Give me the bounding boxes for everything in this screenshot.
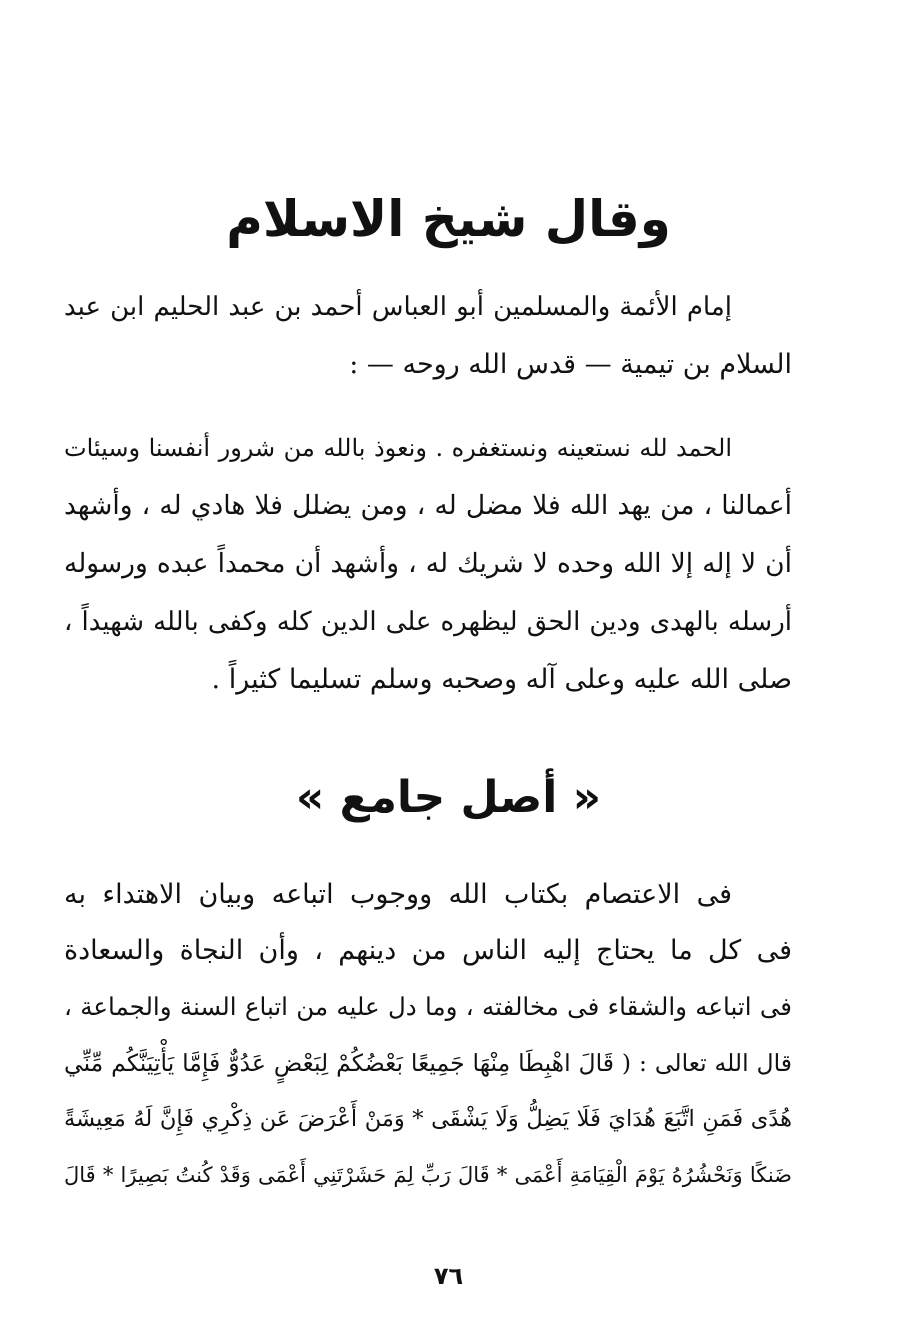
paragraph-line: فى كل ما يحتاج إليه الناس من دينهم ، وأن النجاة والسعادة [64, 935, 792, 966]
section-title: « أصل جامع » [295, 772, 602, 823]
intro-paragraph [64, 292, 792, 408]
quran-verse-line: قال الله تعالى : ( قَالَ اهْبِطَا مِنْهَا جَمِيعًا بَعْضُكُمْ لِبَعْضٍ عَدُوٌّ فَإِمَّا يَأْتِيَنَّكُم مِّنِّي [64, 1049, 792, 1077]
paragraph-line: أن لا إله إلا الله وحده لا شريك له ، وأشهد أن محمداً عبده ورسوله [64, 548, 792, 579]
paragraph-line: فى اتباعه والشقاء فى مخالفته ، وما دل عليه من اتباع السنة والجماعة ، [64, 992, 792, 1021]
page-title: وقال شيخ الاسلام [226, 190, 671, 248]
opening-paragraph [64, 433, 792, 723]
quran-verse-line: هُدًى فَمَنِ اتَّبَعَ هُدَايَ فَلَا يَضِلُّ وَلَا يَشْقَى * وَمَنْ أَعْرَضَ عَن ذِكْرِي فَإِنَّ لَهُ مَعِيشَةً [64, 1106, 792, 1132]
intro-line: السلام بن تيمية — قدس الله روحه — : [349, 349, 792, 380]
section-paragraph [64, 880, 792, 1216]
paragraph-line: أعمالنا ، من يهد الله فلا مضل له ، ومن يضلل فلا هادي له ، وأشهد [64, 490, 792, 521]
page-number: ٧٦ [433, 1262, 464, 1290]
paragraph-line: الحمد لله نستعينه ونستغفره . ونعوذ بالله من شرور أنفسنا وسيئات [64, 434, 732, 462]
paragraph-line: أرسله بالهدى ودين الحق ليظهره على الدين كله وكفى بالله شهيداً ، [64, 607, 792, 637]
quran-verse-line: ضَنكًا وَنَحْشُرُهُ يَوْمَ الْقِيَامَةِ أَعْمَى * قَالَ رَبِّ لِمَ حَشَرْتَنِي أَعْمَى وَقَدْ كُنتُ بَصِيرًا * قَالَ [64, 1163, 792, 1187]
intro-line: إمام الأئمة والمسلمين أبو العباس أحمد بن عبد الحليم ابن عبد [64, 292, 732, 322]
paragraph-line: فى الاعتصام بكتاب الله ووجوب اتباعه وبيان الاهتداء به [64, 879, 732, 910]
paragraph-line: صلى الله عليه وعلى آله وصحبه وسلم تسليما كثيراً . [211, 664, 792, 695]
